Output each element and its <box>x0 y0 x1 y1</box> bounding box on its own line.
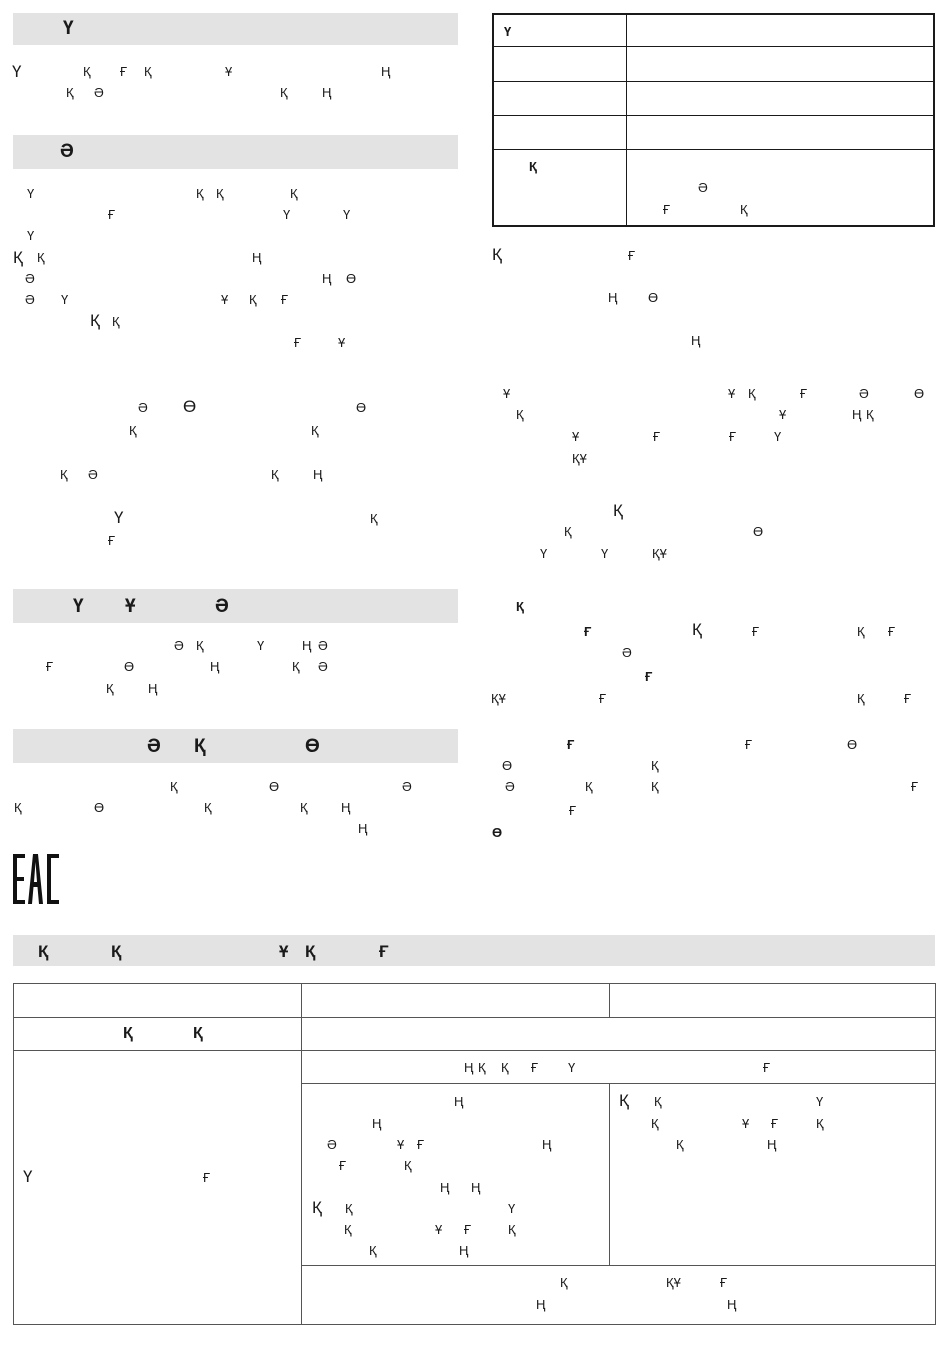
text-glyph: Ғ <box>281 292 289 307</box>
table-cell-glyph: Қ <box>676 1137 684 1152</box>
table-cell-glyph: Қ <box>404 1158 412 1173</box>
text-glyph: Ғ <box>800 386 808 401</box>
table-cell-glyph: Қ <box>123 1025 133 1042</box>
table-footer-glyph: ҚҰ <box>666 1275 681 1290</box>
text-glyph: Ғ <box>108 533 116 548</box>
text-glyph: Қ <box>37 250 45 265</box>
text-glyph: Ғ <box>729 429 737 444</box>
table-cell-glyph: Қ <box>508 1222 516 1237</box>
text-glyph: Ә <box>859 386 869 401</box>
text-glyph: Ң <box>852 407 862 422</box>
table-cell-glyph: Ң <box>454 1094 464 1109</box>
text-glyph: Қ <box>613 501 623 520</box>
text-glyph: Ү <box>343 207 351 222</box>
text-glyph: Қ <box>112 314 120 329</box>
text-glyph: Ә <box>94 85 104 100</box>
text-glyph: Қ <box>492 245 502 264</box>
text-glyph: Ө <box>753 524 764 539</box>
text-glyph: Ү <box>601 546 609 561</box>
table-cell-glyph: Ғ <box>763 1060 771 1075</box>
text-glyph: Қ <box>60 467 68 482</box>
text-glyph: Ғ <box>584 624 592 639</box>
text-glyph: Қ <box>585 779 593 794</box>
text-glyph: Ұ <box>221 292 229 307</box>
text-glyph: Қ <box>129 423 137 438</box>
table-footer-glyph: Ң <box>727 1297 737 1312</box>
table-cell-glyph: Ң <box>372 1116 382 1131</box>
table-cell-glyph: Ң <box>459 1243 469 1258</box>
spec-row-5-value: Ә <box>698 180 708 195</box>
text-glyph: Қ <box>204 800 212 815</box>
bottom-heading-bar <box>13 935 935 966</box>
text-glyph: Ә <box>174 638 184 653</box>
text-glyph: Ғ <box>108 207 116 222</box>
spec-row-5-value: Қ <box>740 202 748 217</box>
bottom-heading-glyph: Ұ <box>279 942 289 961</box>
text-glyph: Қ <box>292 659 300 674</box>
text-glyph: Ғ <box>569 803 577 818</box>
text-glyph: Қ <box>651 758 659 773</box>
text-glyph: Ұ <box>338 335 346 350</box>
spec-row-5-value: Ғ <box>663 202 671 217</box>
text-glyph: Қ <box>290 186 298 201</box>
text-glyph: Ғ <box>752 624 760 639</box>
text-glyph: Ұ <box>225 64 233 79</box>
text-glyph: Ғ <box>567 737 575 752</box>
paragraph-heading: Қ <box>516 599 524 614</box>
text-glyph: Қ <box>564 524 572 539</box>
table-cell-glyph: Қ <box>651 1116 659 1131</box>
table-cell-glyph: Ң <box>464 1060 474 1075</box>
table-cell-glyph: Ә <box>327 1137 337 1152</box>
text-glyph: ҚҰ <box>491 691 506 706</box>
text-glyph: Ғ <box>294 335 302 350</box>
text-glyph: Қ <box>651 779 659 794</box>
text-glyph: Ә <box>25 292 35 307</box>
section-3-heading-glyph: Ә <box>215 596 229 617</box>
text-glyph: Ү <box>27 186 35 201</box>
table-cell-glyph: Қ <box>193 1025 203 1042</box>
table-cell-glyph: Қ <box>344 1222 352 1237</box>
text-glyph: Қ <box>692 620 702 639</box>
text-glyph: Ү <box>61 292 69 307</box>
table-row-label: Ү <box>23 1167 33 1186</box>
table-cell-glyph: Ү <box>568 1060 576 1075</box>
text-glyph: Ә <box>505 779 515 794</box>
text-glyph: Ө <box>648 290 659 305</box>
table-cell-glyph: Қ <box>654 1094 662 1109</box>
text-glyph: Ғ <box>904 691 912 706</box>
text-glyph: Ү <box>12 62 22 81</box>
text-glyph: Ө <box>914 386 925 401</box>
text-glyph: Ғ <box>911 779 919 794</box>
text-glyph: Ө <box>124 659 135 674</box>
text-glyph: Қ <box>311 423 319 438</box>
text-glyph: Ә <box>318 638 328 653</box>
table-cell-glyph: Қ <box>619 1091 629 1110</box>
table-row-label: Ғ <box>203 1170 211 1185</box>
bottom-heading-glyph: Қ <box>305 942 316 961</box>
text-glyph: Ң <box>691 333 701 348</box>
table-cell-glyph: Қ <box>816 1116 824 1131</box>
text-glyph: Ө <box>94 800 105 815</box>
table-cell-glyph: Ұ <box>435 1222 443 1237</box>
text-glyph: Ө <box>502 758 513 773</box>
table-cell-glyph: Ұ <box>742 1116 750 1131</box>
text-glyph: Ұ <box>728 386 736 401</box>
text-glyph: Ң <box>322 85 332 100</box>
text-glyph: Ң <box>381 64 391 79</box>
text-glyph: Қ <box>90 311 100 330</box>
table-cell-glyph: Ң <box>542 1137 552 1152</box>
bottom-table <box>13 983 936 1325</box>
text-glyph: Қ <box>196 186 204 201</box>
section-4-heading-glyph: Ө <box>305 736 320 757</box>
eac-logo <box>13 854 61 907</box>
text-glyph: Ә <box>318 659 328 674</box>
table-cell-glyph: Қ <box>501 1060 509 1075</box>
text-glyph: Қ <box>144 64 152 79</box>
text-glyph: Қ <box>249 292 257 307</box>
section-4-heading-bar <box>13 729 458 763</box>
table-footer-glyph: Ғ <box>720 1275 728 1290</box>
table-cell-glyph: Қ <box>312 1198 322 1217</box>
text-glyph: Ұ <box>572 429 580 444</box>
text-glyph: Қ <box>216 186 224 201</box>
text-glyph: Ү <box>283 207 291 222</box>
text-glyph: Ң <box>322 271 332 286</box>
text-glyph: Ң <box>302 638 312 653</box>
table-cell-glyph: Ғ <box>339 1158 347 1173</box>
text-glyph: Ө <box>269 779 280 794</box>
table-cell-glyph: Ғ <box>531 1060 539 1075</box>
table-cell-glyph: Қ <box>369 1243 377 1258</box>
text-glyph: Қ <box>370 511 378 526</box>
bottom-heading-glyph: Қ <box>111 942 122 961</box>
text-glyph: Қ <box>14 800 22 815</box>
text-glyph: Қ <box>866 407 874 422</box>
section-1-heading-bar <box>13 13 458 45</box>
text-glyph: Ң <box>148 681 158 696</box>
text-glyph: Ү <box>774 429 782 444</box>
table-cell-glyph: Ұ <box>397 1137 405 1152</box>
text-glyph: Ғ <box>599 691 607 706</box>
table-cell-glyph: Ң <box>471 1180 481 1195</box>
text-glyph: Ғ <box>888 624 896 639</box>
text-glyph: Қ <box>66 85 74 100</box>
text-glyph: Ғ <box>745 737 753 752</box>
text-glyph: Ғ <box>628 248 636 263</box>
text-glyph: Ү <box>114 508 124 527</box>
spec-row-5-label: Қ <box>529 159 537 174</box>
text-glyph: Ң <box>358 821 368 836</box>
section-3-heading-glyph: Ү <box>73 596 84 617</box>
table-cell-glyph: Ү <box>508 1201 516 1216</box>
text-glyph: Қ <box>83 64 91 79</box>
text-glyph: Ө <box>356 400 367 415</box>
bottom-heading-glyph: Ғ <box>379 942 389 961</box>
text-glyph: Ө <box>183 397 197 416</box>
spec-row-1-label: Ү <box>504 24 512 39</box>
table-cell-glyph: Ғ <box>464 1222 472 1237</box>
text-glyph: Қ <box>106 681 114 696</box>
text-glyph: Ө <box>492 825 503 840</box>
text-glyph: Қ <box>857 624 865 639</box>
text-glyph: Қ <box>857 691 865 706</box>
text-glyph: ҚҰ <box>652 546 667 561</box>
section-3-heading-glyph: Ұ <box>125 596 136 617</box>
table-cell-glyph: Ү <box>816 1094 824 1109</box>
text-glyph: Қ <box>300 800 308 815</box>
table-cell-glyph: Ң <box>767 1137 777 1152</box>
section-4-heading-glyph: Қ <box>194 736 206 757</box>
text-glyph: Қ <box>280 85 288 100</box>
text-glyph: Ө <box>346 271 357 286</box>
text-glyph: Қ <box>748 386 756 401</box>
text-glyph: Ү <box>257 638 265 653</box>
text-glyph: ҚҰ <box>572 451 587 466</box>
text-glyph: Қ <box>271 467 279 482</box>
table-cell-glyph: Ң <box>440 1180 450 1195</box>
text-glyph: Ң <box>341 800 351 815</box>
text-glyph: Қ <box>196 638 204 653</box>
section-3-heading-bar <box>13 589 458 623</box>
text-glyph: Ұ <box>779 407 787 422</box>
text-glyph: Ә <box>622 645 632 660</box>
table-cell-glyph: Қ <box>345 1201 353 1216</box>
text-glyph: Ұ <box>503 386 511 401</box>
table-cell-glyph: Ғ <box>417 1137 425 1152</box>
table-cell-glyph: Қ <box>478 1060 486 1075</box>
text-glyph: Ә <box>402 779 412 794</box>
text-glyph: Ө <box>847 737 858 752</box>
section-4-heading-glyph: Ә <box>147 736 161 757</box>
text-glyph: Ғ <box>120 64 128 79</box>
text-glyph: Ү <box>540 546 548 561</box>
text-glyph: Ғ <box>653 429 661 444</box>
text-glyph: Ң <box>608 290 618 305</box>
text-glyph: Қ <box>516 407 524 422</box>
text-glyph: Қ <box>170 779 178 794</box>
table-cell-glyph: Ғ <box>771 1116 779 1131</box>
text-glyph: Ү <box>27 228 35 243</box>
text-glyph: Ә <box>25 271 35 286</box>
table-footer-glyph: Қ <box>560 1275 568 1290</box>
text-glyph: Ә <box>138 400 148 415</box>
text-glyph: Қ <box>13 248 23 267</box>
text-glyph: Ә <box>88 467 98 482</box>
section-2-heading: Ә <box>60 141 74 162</box>
text-glyph: Ң <box>252 250 262 265</box>
section-2-heading-bar <box>13 135 458 169</box>
bottom-heading-glyph: Қ <box>38 942 49 961</box>
text-glyph: Ғ <box>46 659 54 674</box>
table-footer-glyph: Ң <box>536 1297 546 1312</box>
text-glyph: Ң <box>313 467 323 482</box>
spec-table <box>492 13 935 227</box>
text-glyph: Ң <box>210 659 220 674</box>
section-1-heading: Ү <box>63 18 74 39</box>
text-glyph: Ғ <box>645 669 653 684</box>
